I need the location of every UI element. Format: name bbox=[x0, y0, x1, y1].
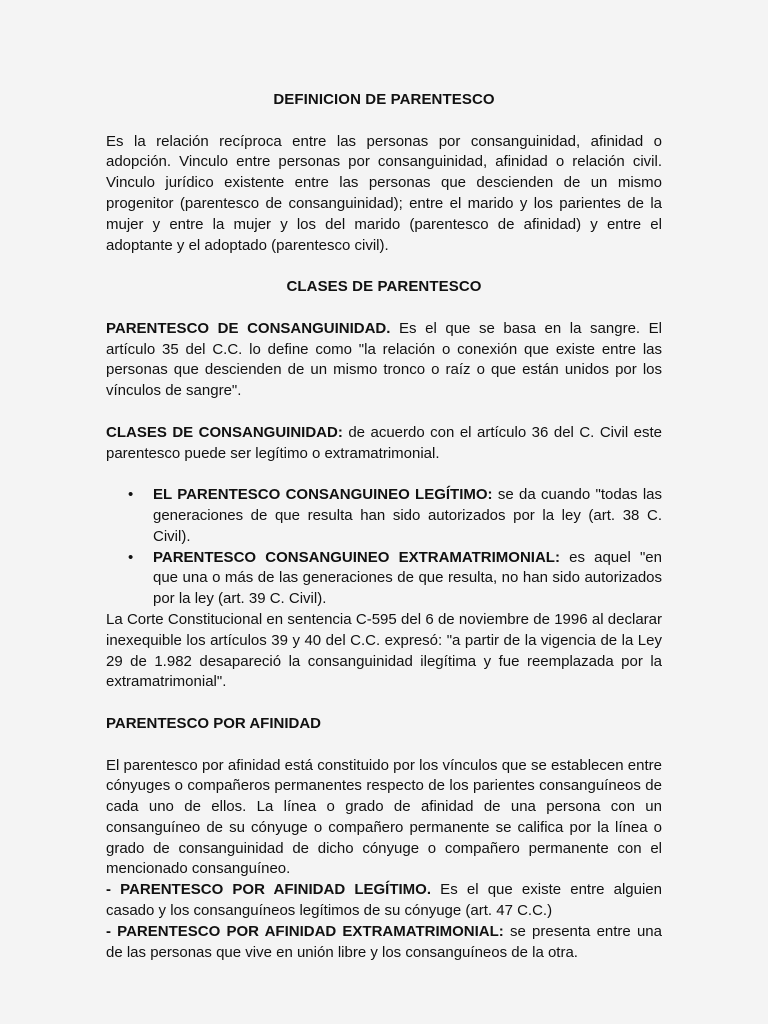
intro-paragraph: Es la relación recíproca entre las personas por consanguinidad, afinidad o adopción. Vinculo entre personas por consanguinidad, afinidad o relación civil. Vinculo jurídico existente entre las personas que descienden de un mismo progenitor (parentesco de consanguinidad); entre el marido y los parientes de la mujer y entre la mujer y los del marido (parentesco de afinidad) y entre el adoptante y el adoptado (parentesco civil). bbox=[106, 132, 662, 254]
afinidad-extra-label: - PARENTESCO POR AFINIDAD EXTRAMATRIMONIAL: bbox=[106, 922, 504, 940]
list-item bbox=[106, 485, 662, 547]
consanguinidad-list bbox=[106, 485, 662, 610]
consanguinidad-text: Es el que se basa en la sangre. El artículo 35 del C.C. lo define como "la relación o conexión que existe entre las personas que descienden de un mismo tronco o raíz o que están unidos por los vínculos de sangre". bbox=[106, 319, 663, 400]
afinidad-legitimo-text: Es el que existe entre alguien casado y los consanguíneos legítimos de su cónyuge (art. 47 C.C.) bbox=[106, 881, 662, 920]
afinidad-extra-paragraph bbox=[106, 922, 662, 964]
afinidad-legitimo-label: - PARENTESCO POR AFINIDAD LEGÍTIMO. bbox=[106, 881, 432, 899]
afinidad-extra-text: se presenta entre una de las personas que vive en unión libre y los consanguíneos de la otra. bbox=[106, 922, 662, 961]
document-title: DEFINICION DE PARENTESCO bbox=[273, 91, 495, 108]
consanguinidad-label: PARENTESCO DE CONSANGUINIDAD. bbox=[106, 319, 391, 337]
clases-consanguinidad-text: de acuerdo con el artículo 36 del C. Civil este parentesco puede ser legítimo o extramatrimonial. bbox=[106, 423, 663, 462]
list-item-label: EL PARENTESCO CONSANGUINEO LEGÍTIMO: bbox=[153, 486, 493, 504]
list-item bbox=[106, 548, 662, 610]
corte-paragraph: La Corte Constitucional en sentencia C-595 del 6 de noviembre de 1996 al declarar inexequible los artículos 39 y 40 del C.C. expresó: "a partir de la vigencia de la Ley 29 de 1.982 desapareció la consanguinidad ilegítima y fue reemplazada por la extramatrimonial". bbox=[106, 610, 662, 691]
bullet-icon: • bbox=[128, 548, 134, 566]
clases-consanguinidad-paragraph bbox=[106, 423, 662, 465]
clases-consanguinidad-label: CLASES DE CONSANGUINIDAD: bbox=[106, 423, 343, 441]
afinidad-paragraph: El parentesco por afinidad está constituido por los vínculos que se establecen entre cónyuges o compañeros permanentes respecto de los parientes consanguíneos de cada uno de ellos. La línea o grado de afinidad de una persona con un consanguíneo de su cónyuge o compañero permanente se califica por la línea o grado de consanguinidad de dicho cónyuge o compañero permanente con el mencionado consanguíneo. bbox=[106, 756, 662, 878]
list-item-text: es aquel "en que una o más de las generaciones de que resulta, no han sido autorizados por la ley (art. 39 C. Civil). bbox=[153, 548, 662, 608]
consanguinidad-paragraph bbox=[106, 319, 662, 402]
list-item-text: se da cuando "todas las generaciones de que resulta han sido autorizados por la ley (art. 38 C. Civil). bbox=[153, 486, 662, 545]
afinidad-heading: PARENTESCO POR AFINIDAD bbox=[106, 714, 322, 732]
list-item-label: PARENTESCO CONSANGUINEO EXTRAMATRIMONIAL: bbox=[153, 548, 560, 566]
afinidad-legitimo-paragraph bbox=[106, 880, 662, 922]
clases-heading: CLASES DE PARENTESCO bbox=[286, 278, 482, 296]
bullet-icon: • bbox=[128, 486, 134, 504]
